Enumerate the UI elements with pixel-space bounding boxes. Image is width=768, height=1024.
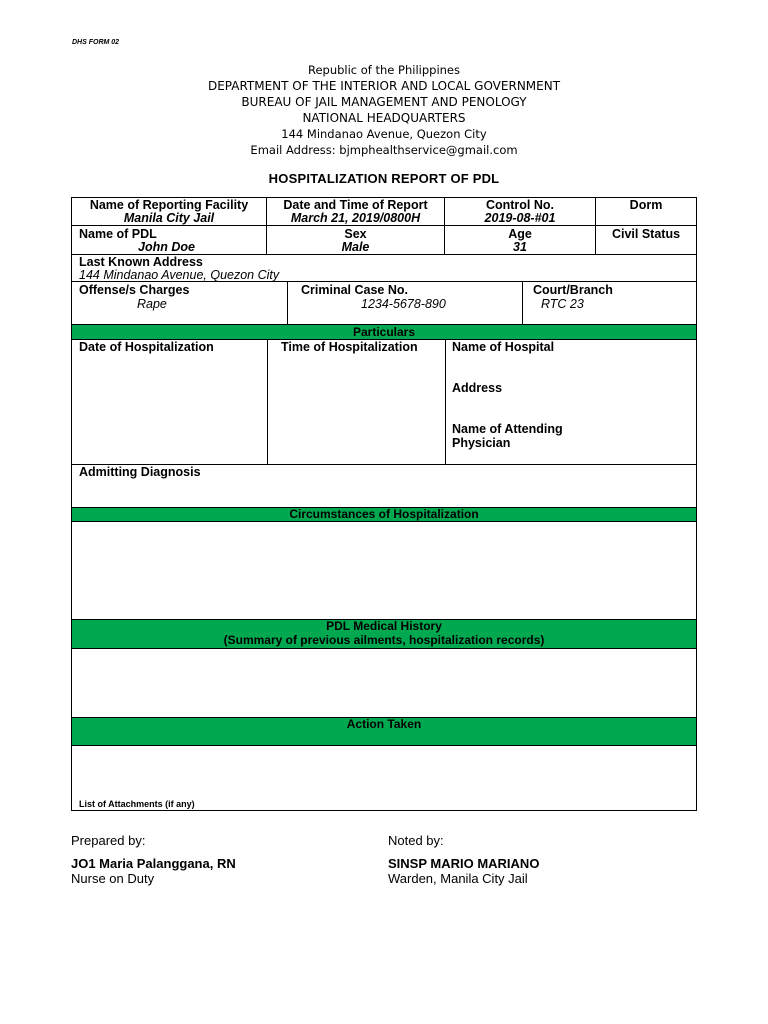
prepared-by-label: Prepared by: bbox=[71, 833, 146, 848]
address-label: Last Known Address bbox=[79, 255, 203, 269]
circumstances-heading: Circumstances of Hospitalization bbox=[289, 507, 479, 521]
col-divider bbox=[267, 339, 268, 464]
report-form bbox=[71, 197, 697, 811]
court-label: Court/Branch bbox=[533, 283, 613, 297]
attachments-label: List of Attachments (if any) bbox=[79, 799, 195, 809]
hosp-time-label: Time of Hospitalization bbox=[281, 340, 418, 354]
form-number: DHS FORM 02 bbox=[72, 39, 120, 46]
address-value: 144 Mindanao Avenue, Quezon City bbox=[79, 268, 280, 282]
particulars-heading: Particulars bbox=[352, 325, 416, 339]
control-value: 2019-08-#01 bbox=[484, 211, 556, 225]
pdl-name-label: Name of PDL bbox=[79, 227, 157, 241]
header-email: Email Address: bjmphealthservice@gmail.com bbox=[250, 143, 518, 157]
physician-label: Name of Attending bbox=[452, 422, 563, 436]
row-divider bbox=[72, 225, 696, 226]
datetime-label: Date and Time of Report bbox=[283, 198, 428, 212]
physician-label-cont: Physician bbox=[452, 436, 511, 450]
col-divider bbox=[445, 339, 446, 464]
offense-label: Offense/s Charges bbox=[79, 283, 190, 297]
noted-by-role: Warden, Manila City Jail bbox=[388, 871, 528, 886]
header-address: 144 Mindanao Avenue, Quezon City bbox=[281, 127, 487, 141]
case-label: Criminal Case No. bbox=[301, 283, 408, 297]
header-hq: NATIONAL HEADQUARTERS bbox=[302, 111, 466, 125]
pdl-name-value: John Doe bbox=[138, 240, 195, 254]
court-value: RTC 23 bbox=[541, 297, 584, 311]
header-bureau: BUREAU OF JAIL MANAGEMENT AND PENOLOGY bbox=[241, 95, 527, 109]
action-taken-heading: Action Taken bbox=[346, 717, 422, 731]
prepared-by-role: Nurse on Duty bbox=[71, 871, 155, 886]
datetime-value: March 21, 2019/0800H bbox=[290, 211, 421, 225]
diagnosis-label: Admitting Diagnosis bbox=[79, 465, 201, 479]
hospital-address-label: Address bbox=[452, 381, 503, 395]
prepared-by-name: JO1 Maria Palanggana, RN bbox=[71, 856, 236, 871]
header-republic: Republic of the Philippines bbox=[307, 63, 461, 77]
facility-label: Name of Reporting Facility bbox=[89, 198, 249, 212]
age-value: 31 bbox=[513, 240, 527, 254]
col-divider bbox=[287, 281, 288, 324]
noted-by-name: SINSP MARIO MARIANO bbox=[388, 856, 540, 871]
age-label: Age bbox=[508, 227, 532, 241]
facility-value: Manila City Jail bbox=[123, 211, 215, 225]
noted-by-label: Noted by: bbox=[388, 833, 444, 848]
report-title: HOSPITALIZATION REPORT OF PDL bbox=[268, 171, 500, 186]
sex-value: Male bbox=[341, 240, 370, 254]
dorm-label: Dorm bbox=[629, 198, 663, 212]
control-label: Control No. bbox=[485, 198, 555, 212]
case-value: 1234-5678-890 bbox=[361, 297, 446, 311]
hosp-date-label: Date of Hospitalization bbox=[79, 340, 214, 354]
sex-label: Sex bbox=[344, 227, 367, 241]
hospital-name-label: Name of Hospital bbox=[452, 340, 555, 354]
header-department: DEPARTMENT OF THE INTERIOR AND LOCAL GOVERNMENT bbox=[207, 79, 561, 93]
civil-status-label: Civil Status bbox=[611, 227, 681, 241]
medical-history-subheading: (Summary of previous ailments, hospitalization records) bbox=[223, 633, 545, 647]
offense-value: Rape bbox=[137, 297, 167, 311]
medical-history-heading: PDL Medical History bbox=[326, 619, 442, 633]
col-divider bbox=[522, 281, 523, 324]
